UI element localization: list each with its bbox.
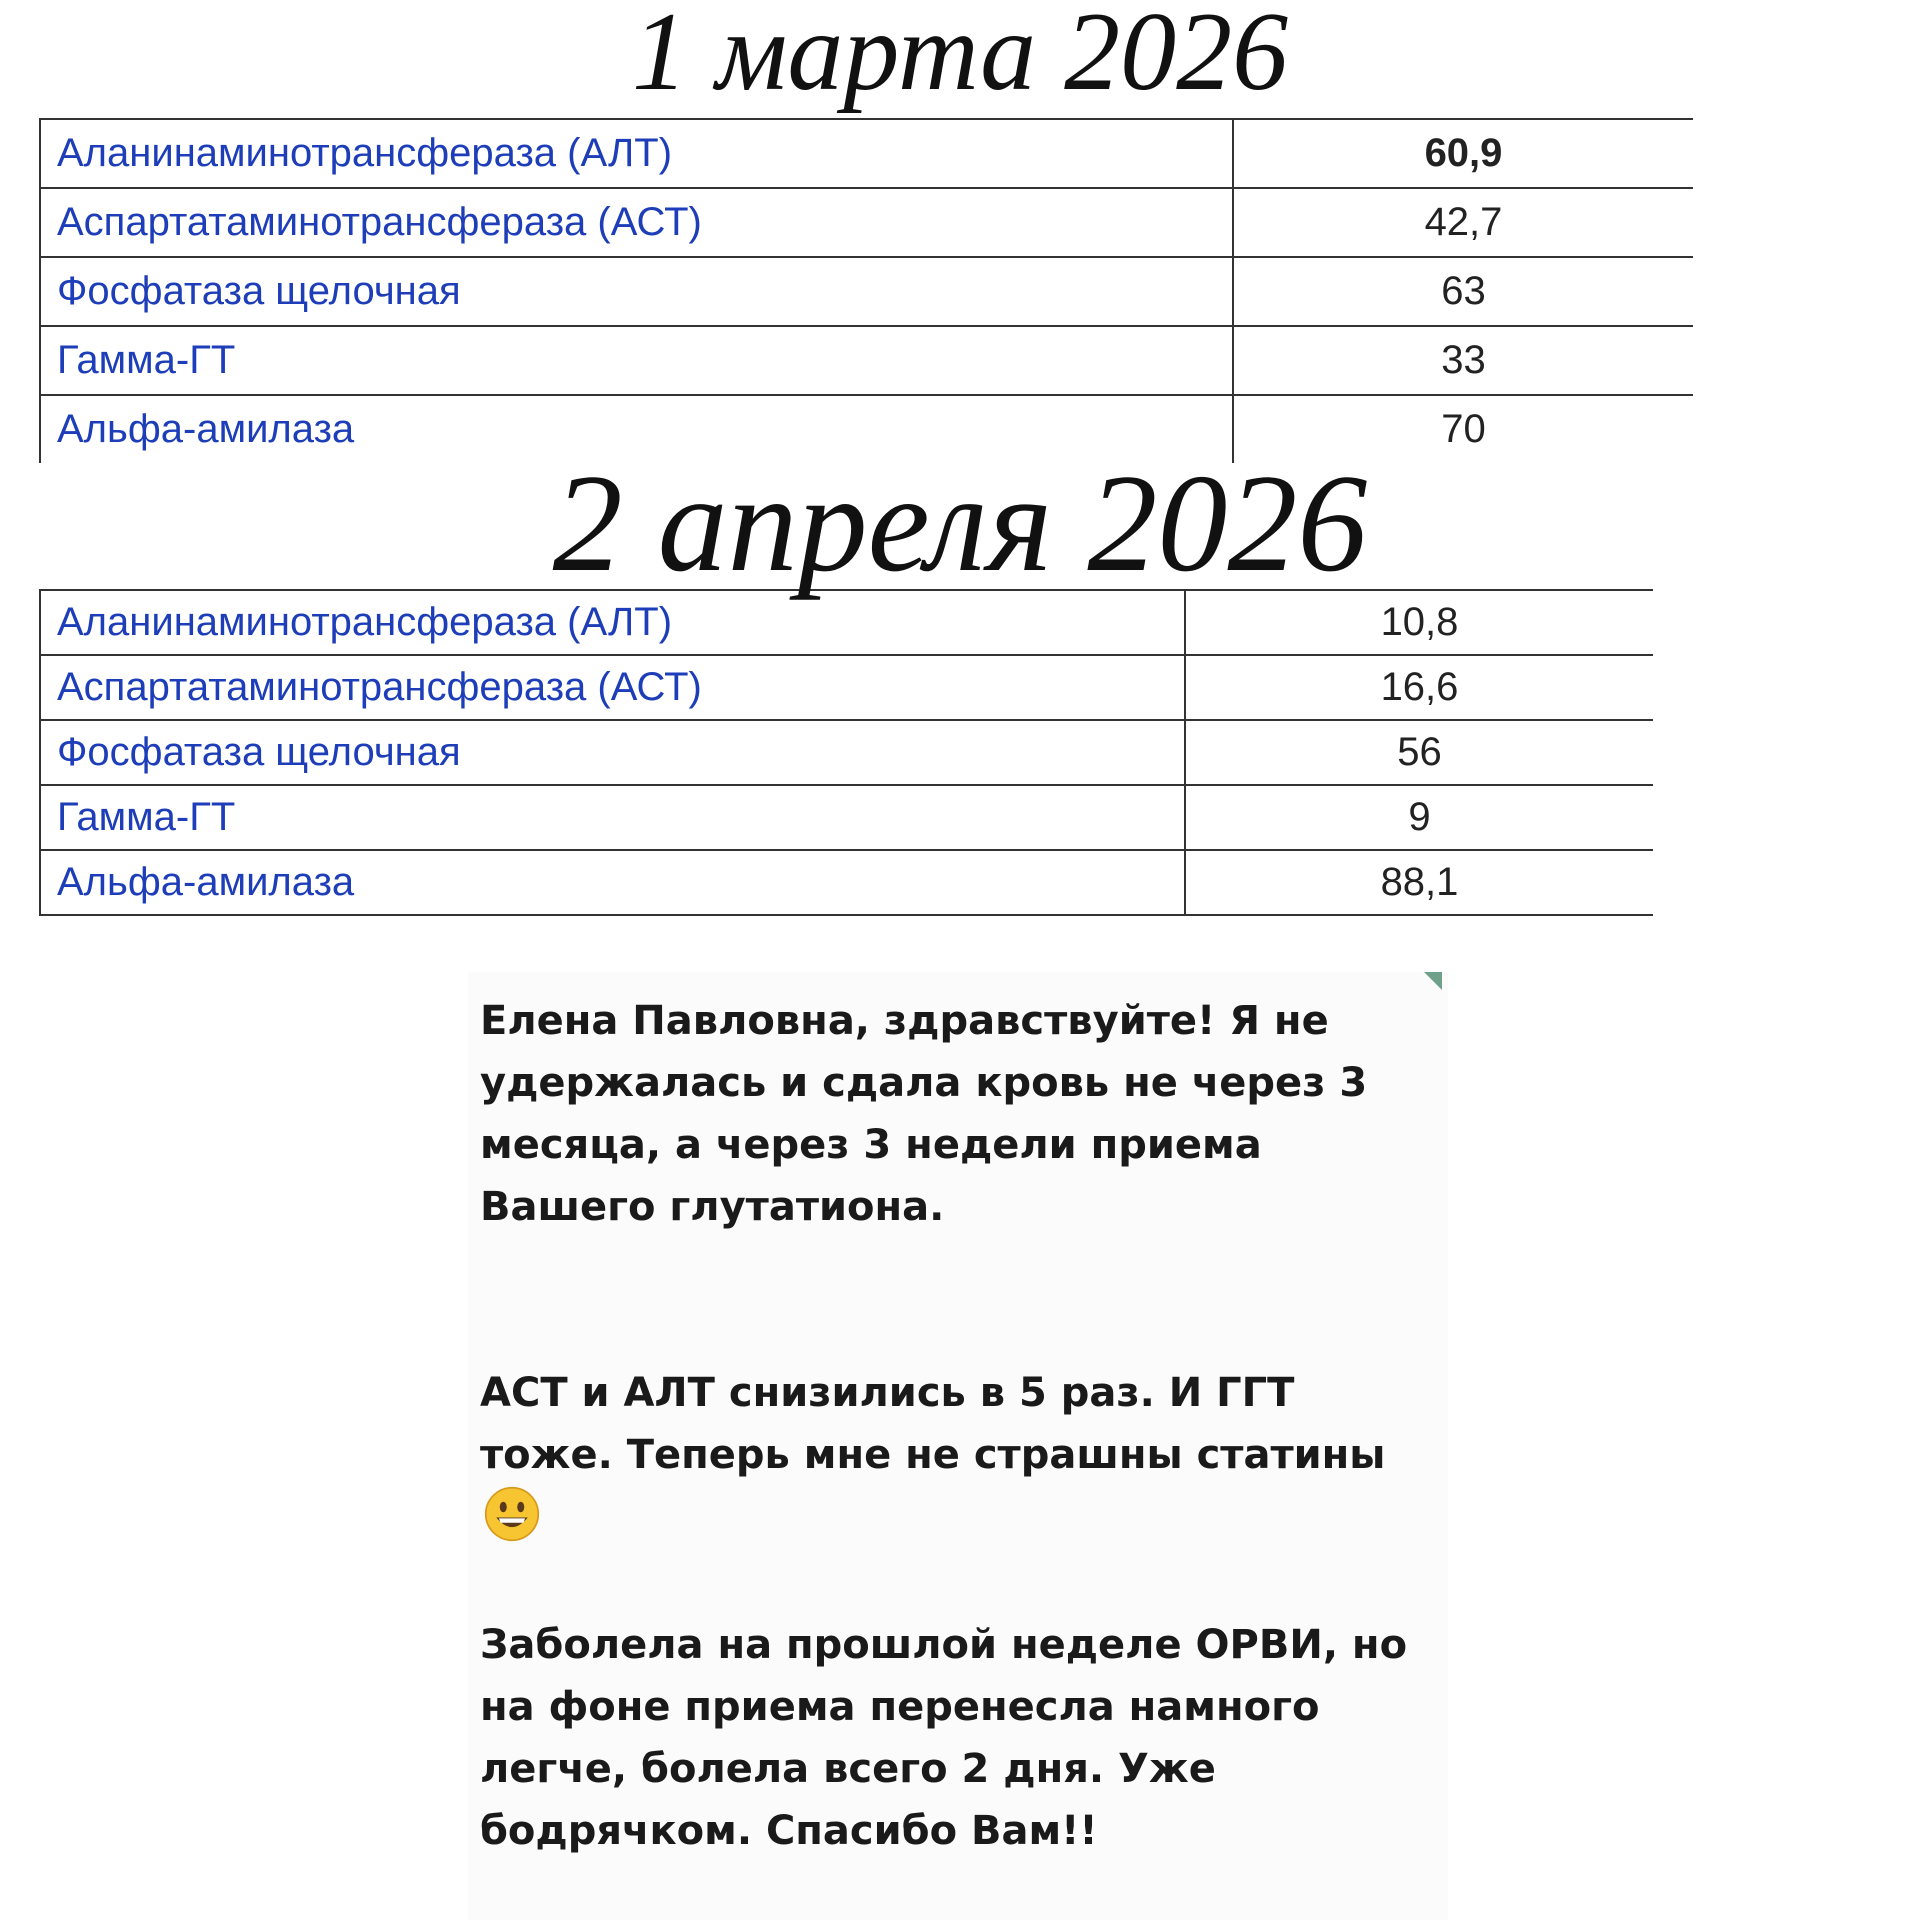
analyte-name: Аланинаминотрансфераза (АЛТ) <box>40 119 1233 188</box>
table-row <box>40 119 1693 188</box>
analyte-name: Аспартатаминотрансфераза (АСТ) <box>40 655 1185 720</box>
table-row <box>40 850 1653 915</box>
message-paragraph-text: АСТ и АЛТ снизились в 5 раз. И ГГТ тоже. Теперь мне не страшны статины <box>480 1370 1386 1478</box>
date-heading-march: 1 марта 2026 <box>631 0 1289 114</box>
analyte-name: Фосфатаза щелочная <box>40 257 1233 326</box>
lab-results-table-april <box>39 589 1653 916</box>
grinning-face-icon <box>484 1486 540 1542</box>
analyte-value: 9 <box>1185 785 1653 850</box>
analyte-value: 42,7 <box>1233 188 1693 257</box>
analyte-value: 10,8 <box>1185 590 1653 655</box>
message-paragraph <box>480 1362 1440 1552</box>
message-paragraph: Заболела на прошлой неделе ОРВИ, но на фоне приема перенесла намного легче, болела всего 2 дня. Уже бодрячком. Спасибо Вам!! <box>480 1622 1408 1854</box>
table-row <box>40 785 1653 850</box>
message-paragraph: Елена Павловна, здравствуйте! Я не удержалась и сдала кровь не через 3 месяца, а через 3 недели приема Вашего глутатиона. <box>480 998 1368 1230</box>
analyte-value: 33 <box>1233 326 1693 395</box>
analyte-name: Гамма-ГТ <box>40 785 1185 850</box>
analyte-name: Фосфатаза щелочная <box>40 720 1185 785</box>
lab-results-table-march <box>39 118 1693 463</box>
analyte-name: Альфа-амилаза <box>40 850 1185 915</box>
date-heading-april: 2 апреля 2026 <box>552 446 1368 601</box>
analyte-name: Гамма-ГТ <box>40 326 1233 395</box>
analyte-value: 60,9 <box>1233 119 1693 188</box>
analyte-value: 16,6 <box>1185 655 1653 720</box>
analyte-value: 63 <box>1233 257 1693 326</box>
table-row <box>40 655 1653 720</box>
table-row <box>40 188 1693 257</box>
analyte-value: 70 <box>1441 407 1486 451</box>
bubble-corner-mark <box>1424 972 1442 990</box>
analyte-name: Аланинаминотрансфераза (АЛТ) <box>40 590 1185 655</box>
analyte-name: Аспартатаминотрансфераза (АСТ) <box>40 188 1233 257</box>
analyte-value: 56 <box>1185 720 1653 785</box>
table-row <box>40 257 1693 326</box>
analyte-value: 88,1 <box>1185 850 1653 915</box>
table-row <box>40 326 1693 395</box>
message-bubble <box>468 972 1448 1920</box>
analyte-name: Альфа-амилаза <box>40 395 1233 463</box>
table-row <box>40 720 1653 785</box>
